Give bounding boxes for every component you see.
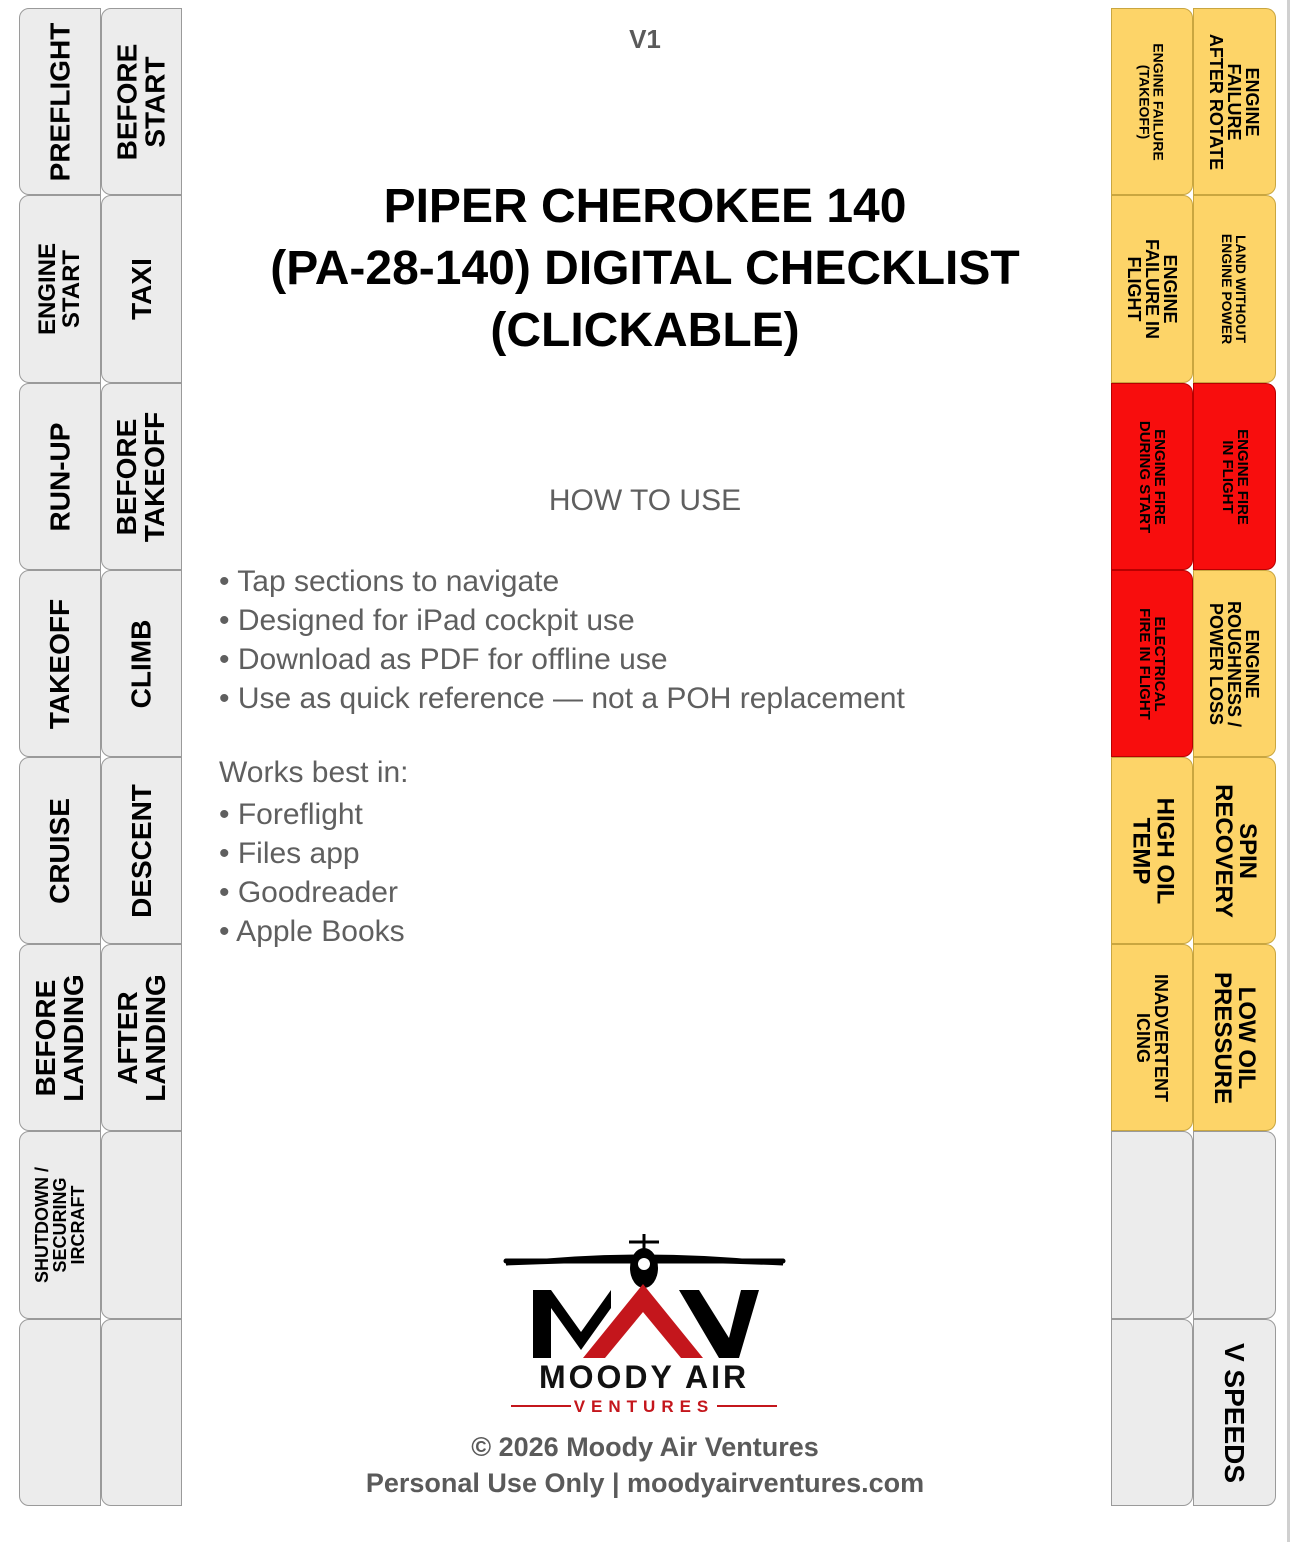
list-item: • Goodreader [219,876,398,909]
tab-label: ENGINE FAILURE (TAKEOFF) [1137,42,1167,161]
tab-label: TAKEOFF [44,598,76,729]
tab-label: TAXI [125,258,157,320]
tab-before-takeoff[interactable] [101,383,182,570]
tab-shutdown-securing[interactable] [19,1131,101,1319]
tab-label: RUN-UP [44,422,76,531]
list-item: • Files app [219,837,360,870]
tab-spin-recovery[interactable] [1193,757,1276,944]
tab-label: BEFORE START [111,43,171,160]
tab-high-oil-temp[interactable] [1111,757,1193,944]
list-item: • Tap sections to navigate [219,565,560,598]
how-to-use-heading: HOW TO USE [548,484,742,517]
tab-engine-failure-in-flight[interactable] [1111,195,1193,383]
list-item: • Apple Books [219,915,405,948]
tab-electrical-fire-in-flight[interactable] [1111,570,1193,757]
tab-label: DESCENT [125,783,157,918]
tab-label: HIGH OIL TEMP [1127,797,1179,904]
tab-label: SPIN RECOVERY [1209,783,1261,918]
license-text: Personal Use Only | moodyairventures.com [365,1468,925,1498]
tab-label: ENGINE FIRE DURING START [1136,420,1168,533]
tab-engine-start[interactable] [19,195,101,383]
tab-label: CRUISE [44,797,76,904]
tab-label: ENGINE START [34,242,86,336]
apps-list [219,795,405,951]
copyright-text: © 2026 Moody Air Ventures [471,1432,819,1462]
tab-label: CLIMB [125,619,157,708]
tab-taxi[interactable] [101,195,182,383]
tab-label: SHUTDOWN / SECURING IRCRAFT [32,1167,88,1283]
tab-blank[interactable] [1111,1131,1193,1319]
tab-blank[interactable] [101,1131,182,1319]
tab-label: INADVERTENT ICING [1133,973,1172,1102]
version-label: V1 [629,24,661,54]
list-item: • Foreflight [219,798,363,831]
tab-run-up[interactable] [19,383,101,570]
tab-label: ENGINE FAILURE AFTER ROTATE [1206,33,1263,170]
tab-after-landing[interactable] [101,944,182,1131]
tab-takeoff[interactable] [19,570,101,757]
list-item: • Download as PDF for offline use [219,643,668,676]
tab-label: LAND WITHOUT ENGINE POWER [1219,233,1250,345]
tab-land-without-engine-power[interactable] [1193,195,1276,383]
tab-label: ELECTRICAL FIRE IN FLIGHT [1136,607,1169,720]
tab-descent[interactable] [101,757,182,944]
how-to-use-list [219,562,905,718]
logo-sub: VENTURES [573,1397,715,1416]
tab-label: ENGINE ROUGHNESS / POWER LOSS [1206,600,1263,727]
tab-climb[interactable] [101,570,182,757]
tab-label: LOW OIL PRESSURE [1209,971,1261,1104]
tab-label: AFTER LANDING [111,973,171,1102]
tab-label: V SPEEDS [1219,1342,1251,1483]
tab-label: PREFLIGHT [44,22,76,181]
moody-air-ventures-logo [471,1228,817,1418]
tab-before-landing[interactable] [19,944,101,1131]
list-item: • Use as quick reference — not a POH replacement [219,682,905,715]
tab-label: BEFORE TAKEOFF [111,411,171,542]
tab-inadvertent-icing[interactable] [1111,944,1193,1131]
tab-engine-fire-during-start[interactable] [1111,383,1193,570]
tab-low-oil-pressure[interactable] [1193,944,1276,1131]
tab-engine-roughness-power-loss[interactable] [1193,570,1276,757]
page-title: PIPER CHEROKEE 140 (PA-28-140) DIGITAL CHECKLIST (CLICKABLE) [270,180,1020,357]
tab-label: BEFORE LANDING [30,973,90,1102]
list-item: • Designed for iPad cockpit use [219,604,635,637]
tab-label: ENGINE FIRE IN FLIGHT [1218,428,1251,525]
tab-blank[interactable] [1193,1131,1276,1319]
tab-engine-fire-in-flight[interactable] [1193,383,1276,570]
logo-name: MOODY AIR [538,1359,750,1395]
works-best-heading: Works best in: [219,756,409,789]
tab-cruise[interactable] [19,757,101,944]
tab-label: ENGINE FAILURE IN FLIGHT [1124,238,1181,340]
